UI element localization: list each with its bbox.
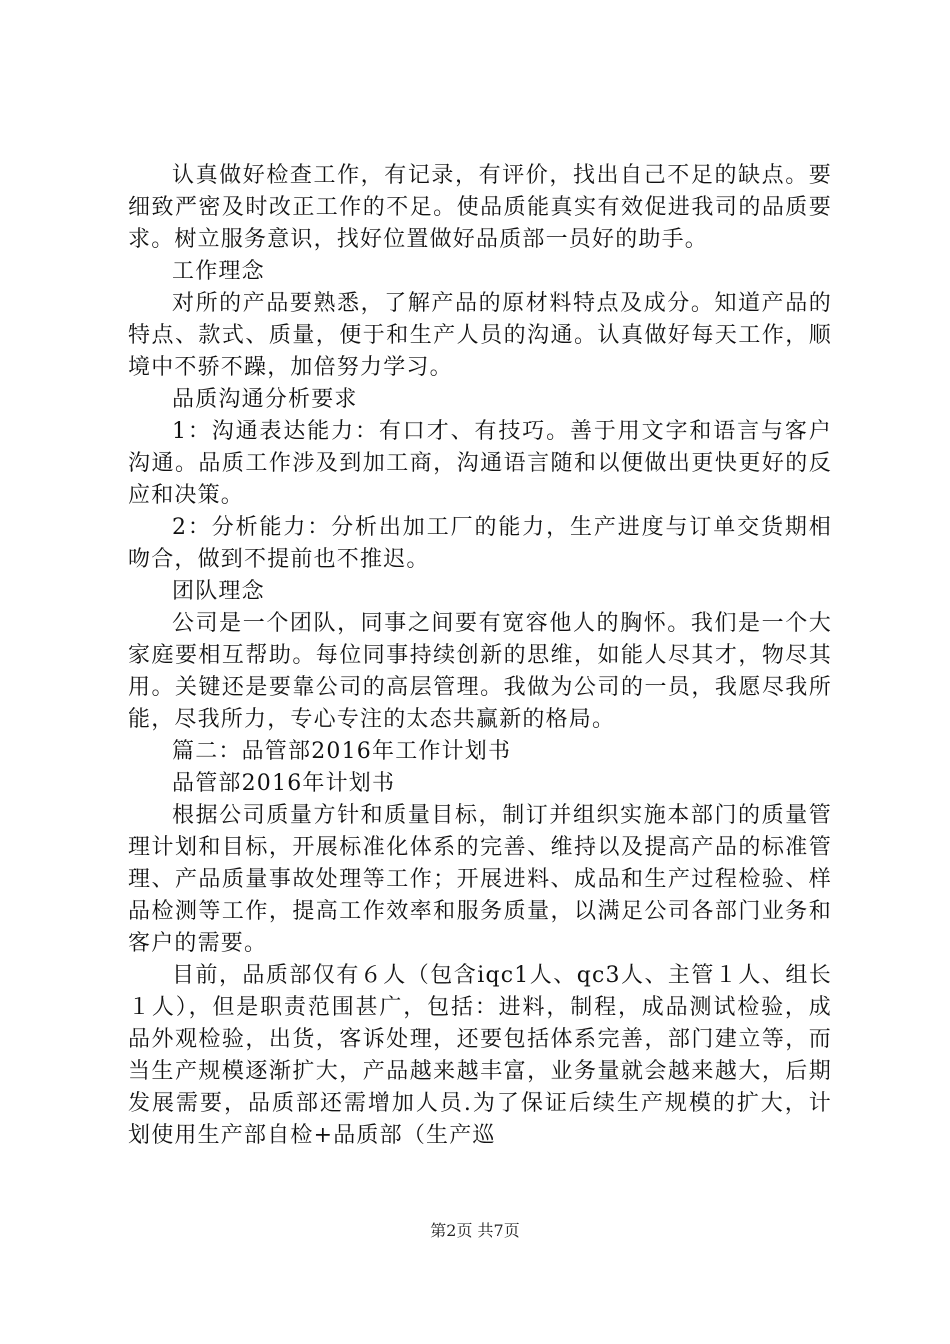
paragraph-quality-policy: 根据公司质量方针和质量目标，制订并组织实施本部门的质量管理计划和目标，开展标准化体系的完善、维持以及提高产品的标准管理、产品质量事故处理等工作；开展进料、成品和生产过程检验、样品检测等工作，提高工作效率和服务质量，以满足公司各部门业务和客户的需要。 xyxy=(128,803,832,956)
paragraph-team: 公司是一个团队，同事之间要有宽容他人的胸怀。我们是一个大家庭要相互帮助。每位同事持续创新的思维，如能人尽其才，物尽其用。关键还是要靠公司的高层管理。我做为公司的一员，我愿尽我所能，尽我所力，专心专注的太态共赢新的格局。 xyxy=(128,611,832,732)
heading-team-philosophy: 团队理念 xyxy=(172,579,265,604)
paragraph-current-staff: 目前，品质部仅有６人（包含iqc1人、qc3人、主管１人、组长１人），但是职责范围甚广，包括：进料，制程，成品测试检验，成品外观检验，出货，客诉处理，还要包括体系完善，部门建立等，而当生产规模逐渐扩大，产品越来越丰富，业务量就会越来越大，后期发展需要，品质部还需增加人员.为了保证后续生产规模的扩大，计划使用生产部自检+品质部（生产巡 xyxy=(128,963,832,1148)
paragraph-communication-ability: 1：沟通表达能力：有口才、有技巧。善于用文字和语言与客户沟通。品质工作涉及到加工商，沟通语言随和以便做出更快更好的反应和决策。 xyxy=(128,419,832,508)
paragraph-product-knowledge: 对所的产品要熟悉，了解产品的原材料特点及成分。知道产品的特点、款式、质量，便于和生产人员的沟通。认真做好每天工作，顺境中不骄不躁，加倍努力学习。 xyxy=(128,291,832,380)
paragraph-analysis-ability: 2：分析能力：分析出加工厂的能力，生产进度与订单交货期相吻合，做到不提前也不推迟。 xyxy=(128,515,832,572)
heading-chapter-two: 篇二：品管部2016年工作计划书 xyxy=(172,739,512,764)
document-body xyxy=(128,160,832,1152)
heading-quality-communication: 品质沟通分析要求 xyxy=(172,387,358,412)
paragraph-inspection-work: 认真做好检查工作，有记录，有评价，找出自己不足的缺点。要细致严密及时改正工作的不足。使品质能真实有效促进我司的品质要求。树立服务意识，找好位置做好品质部一员好的助手。 xyxy=(128,163,832,252)
page-number-footer: 第2页 共7页 xyxy=(430,1221,520,1240)
heading-plan-title: 品管部2016年计划书 xyxy=(172,771,396,796)
heading-work-philosophy: 工作理念 xyxy=(172,259,265,284)
